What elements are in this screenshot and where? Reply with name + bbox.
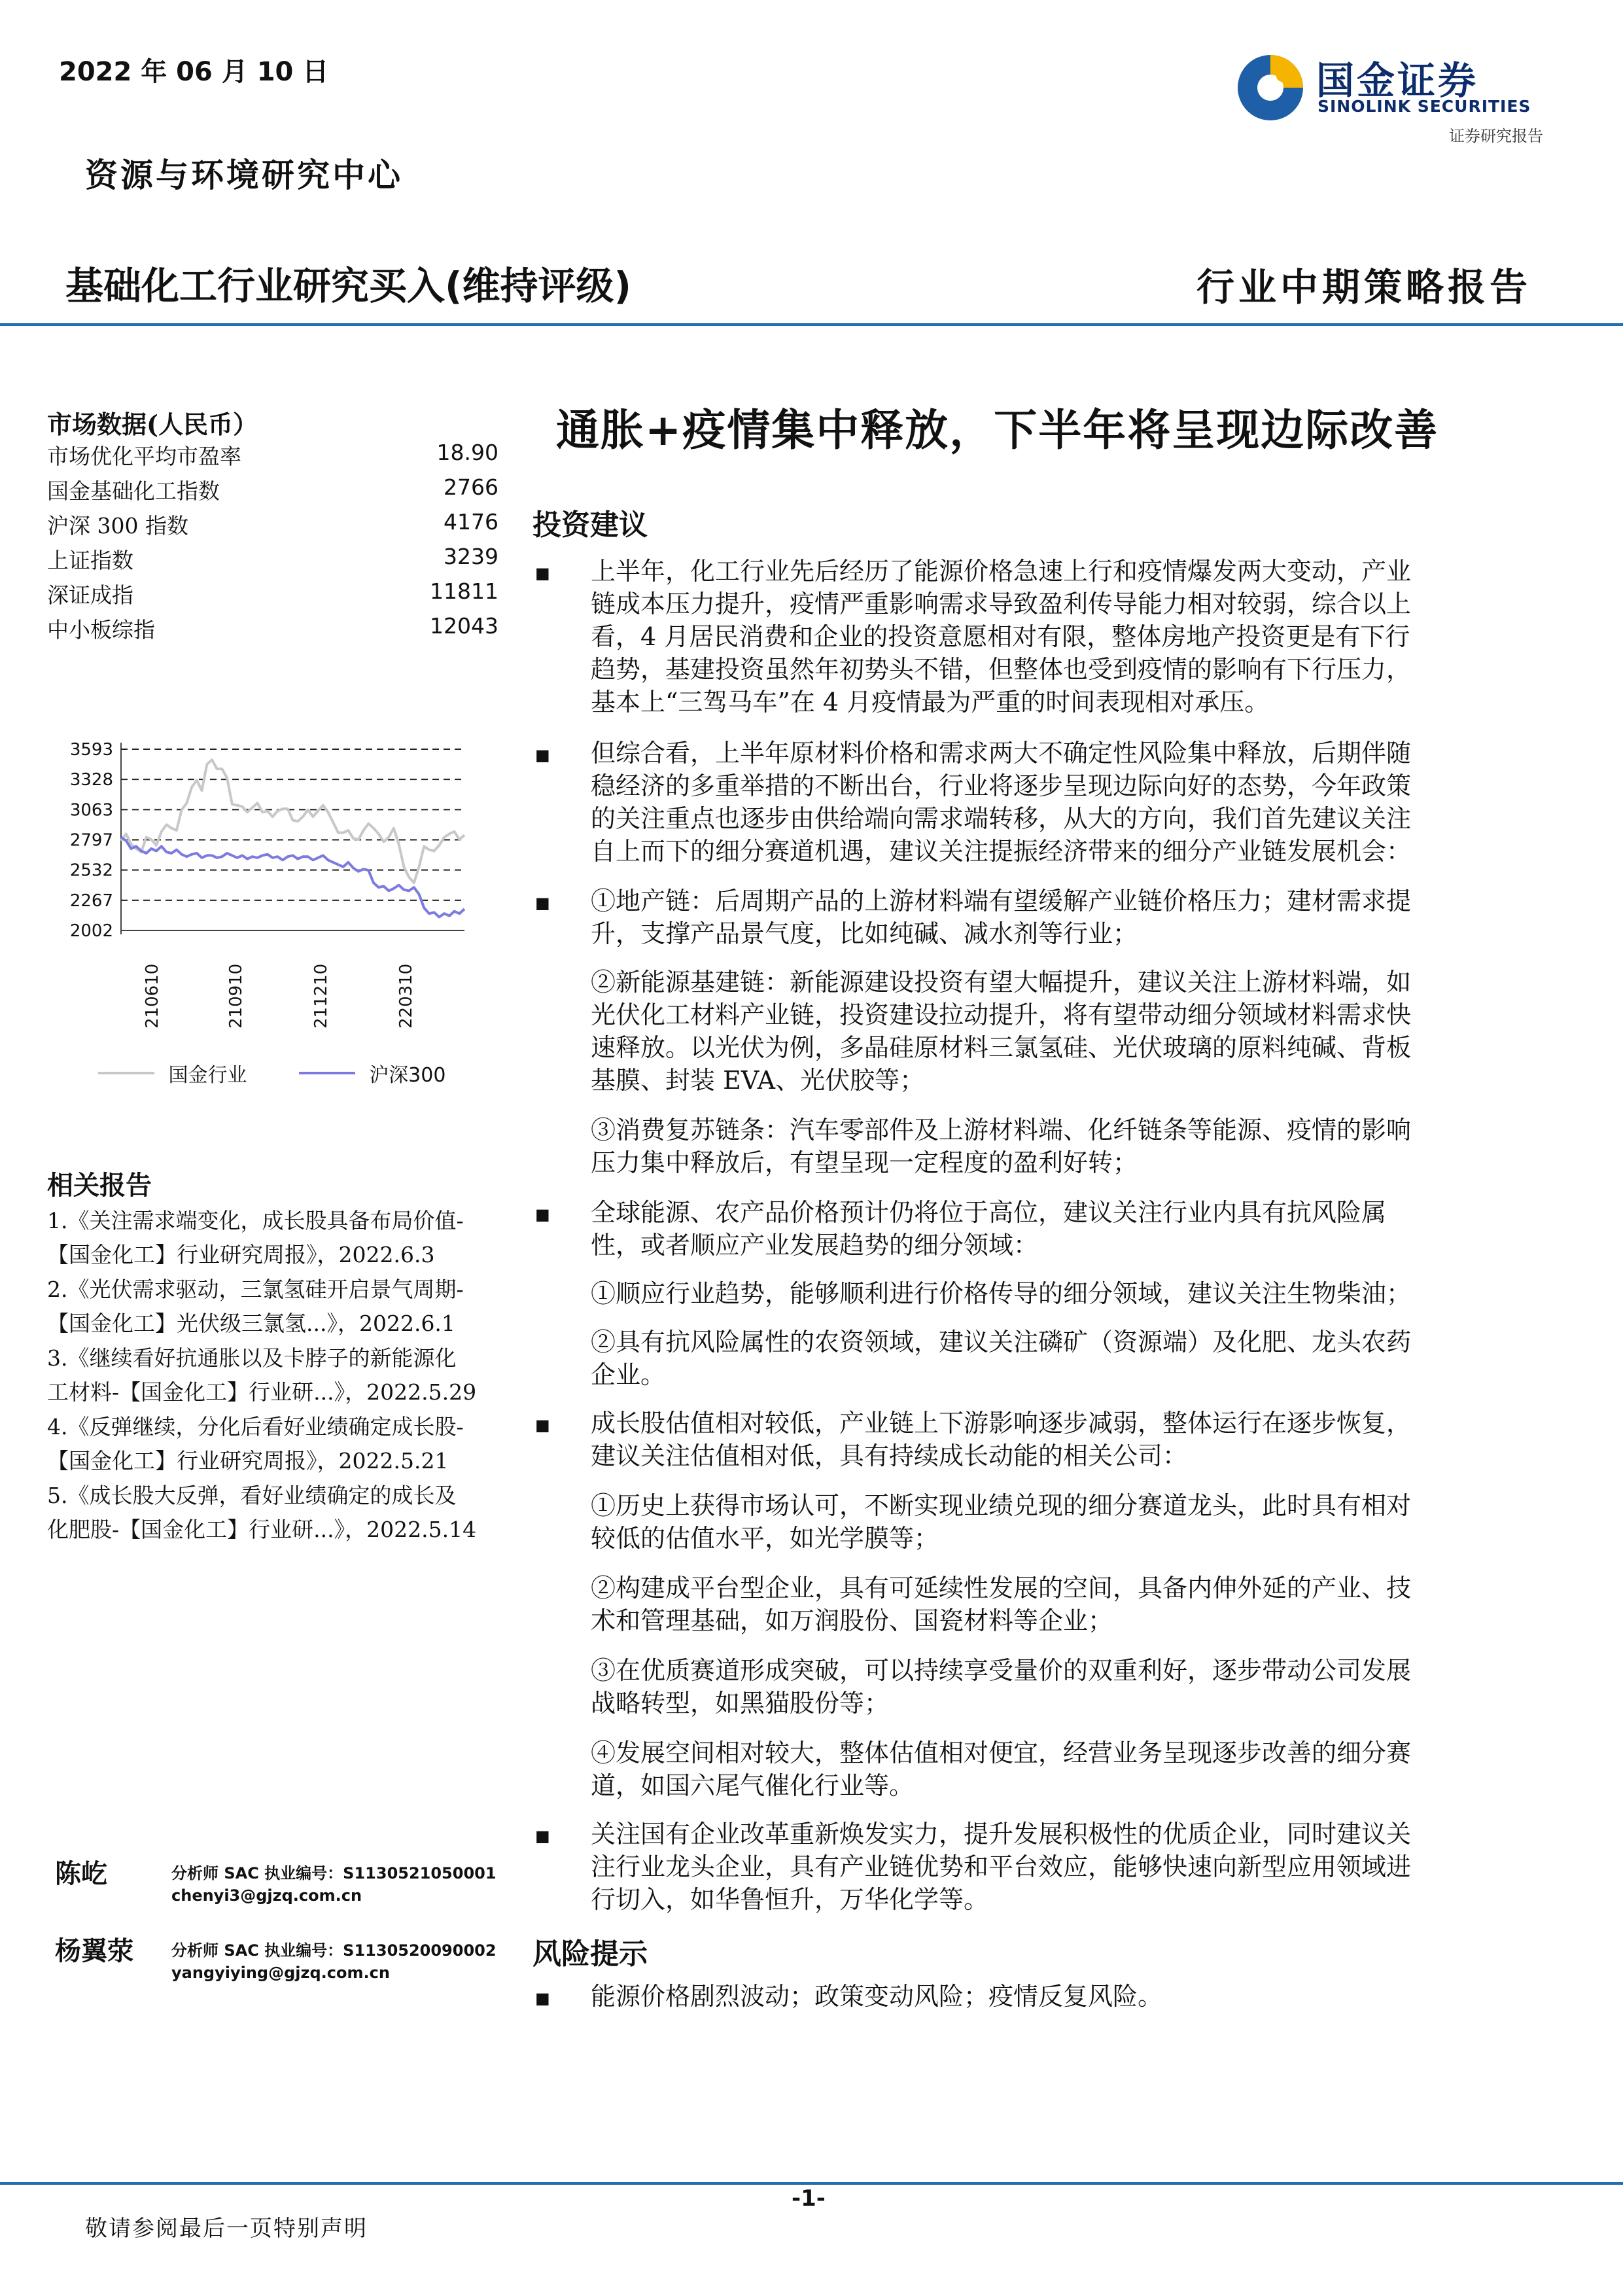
related-report-item[interactable] [47, 1410, 531, 1478]
market-row [47, 474, 498, 508]
paragraph-5c: ②构建成平台型企业，具有可延续性发展的空间，具备内伸外延的产业、技 术和管理基础，如万润股份、国瓷材料等企业； [591, 1574, 1412, 1635]
paragraph-4: 全球能源、农产品价格预计仍将位于高位，建议关注行业内具有抗风险属 性，或者顺应产业发展趋势的细分领域： [591, 1198, 1387, 1260]
y-tick-label: 2002 [69, 921, 113, 941]
market-row [47, 544, 498, 578]
analyst-license: 分析师 SAC 执业编号：S1130521050001 [171, 1864, 497, 1882]
market-row [47, 440, 498, 474]
y-tick-label: 2267 [69, 891, 113, 911]
related-report-line: 【国金化工】行业研究周报》，2022.5.21 [47, 1448, 449, 1474]
paragraph-6: 关注国有企业改革重新焕发实力，提升发展积极性的优质企业，同时建议关 注行业龙头企业，具有产业链优势和平台效应，能够快速向新型应用领域进 行切入，如华鲁恒升，万华化学等。 [591, 1820, 1412, 1914]
sinolink-logo [1236, 50, 1544, 126]
sector-rating: 基础化工行业研究买入(维持评级) [65, 264, 632, 308]
paragraph-2: 但综合看，上半年原材料价格和需求两大不确定性风险集中释放，后期伴随 稳经济的多重举措的不断出台，行业将逐步呈现边际向好的态势，今年政策 的关注重点也逐步由供给端向需求端转移，从大的方向，我们首先建议关注 自上而下的细分赛道机遇，建议关注提振经济带来的细分产业链发展机会： [591, 739, 1412, 866]
bullet-icon: ■ [535, 564, 550, 582]
paragraph-5e: ④发展空间相对较大，整体估值相对便宜，经营业务呈现逐步改善的细分赛 道，如国六尾气催化行业等。 [591, 1739, 1412, 1800]
market-row-label: 市场优化平均市盈率 [47, 444, 241, 469]
paragraph-5b: ①历史上获得市场认可，不断实现业绩兑现的细分赛道龙头，此时具有相对 较低的估值水平，如光学膜等； [591, 1491, 1412, 1553]
index-line-chart [46, 720, 478, 1034]
paragraph-3: ①地产链：后周期产品的上游材料端有望缓解产业链价格压力；建材需求提 升，支撑产品景气度，比如纯碱、减水剂等行业； [591, 887, 1412, 948]
report-title: 通胀+疫情集中释放，下半年将呈现边际改善 [556, 404, 1439, 455]
market-data-title: 市场数据(人民币） [47, 410, 258, 439]
logo-name-cn: 国金证券 [1316, 58, 1479, 103]
market-row-label: 深证成指 [47, 582, 133, 608]
page-number: -1- [792, 2185, 826, 2212]
legend-label-hs300: 沪深300 [369, 1064, 446, 1087]
x-tick-label: 210910 [226, 963, 246, 1029]
report-date: 2022 年 06 月 10 日 [59, 57, 329, 87]
market-row [47, 509, 498, 543]
series-line-industry [121, 760, 464, 883]
bullet-icon: ■ [535, 1205, 550, 1224]
related-report-line: 化肥股-【国金化工】行业研...》，2022.5.14 [47, 1517, 477, 1542]
related-report-line: 2.《光伏需求驱动，三氯氢硅开启景气周期- [47, 1277, 464, 1302]
y-tick-label: 3593 [69, 740, 113, 760]
bullet-icon: ■ [535, 1827, 550, 1845]
paragraph-5d: ③在优质赛道形成突破，可以持续享受量价的双重利好，逐步带动公司发展 战略转型，如黑猫股份等； [591, 1656, 1412, 1718]
market-row-value: 18.90 [436, 440, 498, 465]
disclaimer-note: 敬请参阅最后一页特别声明 [85, 2216, 368, 2242]
related-report-item[interactable] [47, 1273, 531, 1341]
market-row-label: 上证指数 [47, 548, 133, 573]
header-divider [0, 323, 1623, 326]
logo-name-en: SINOLINK SECURITIES [1318, 97, 1531, 116]
market-row-value: 2766 [444, 474, 498, 500]
analyst-name: 杨翼荥 [55, 1935, 133, 1966]
related-report-line: 【国金化工】行业研究周报》，2022.6.3 [47, 1242, 435, 1267]
paragraph-3c: ③消费复苏链条：汽车零部件及上游材料端、化纤链条等能源、疫情的影响 压力集中释放后，有望呈现一定程度的盈利好转； [591, 1116, 1412, 1177]
market-row-label: 沪深 300 指数 [47, 513, 188, 539]
market-row-value: 12043 [430, 613, 498, 639]
paragraph-5: 成长股估值相对较低，产业链上下游影响逐步减弱，整体运行在逐步恢复， 建议关注估值相对低，具有持续成长动能的相关公司： [591, 1409, 1412, 1470]
market-row-value: 11811 [430, 578, 498, 604]
paragraph-4b: ①顺应行业趋势，能够顺利进行价格传导的细分领域，建议关注生物柴油； [591, 1279, 1412, 1308]
paragraph-risk: 能源价格剧烈波动；政策变动风险；疫情反复风险。 [591, 1982, 1163, 2011]
y-tick-label: 3063 [69, 800, 113, 821]
logo-mark-icon [1236, 54, 1304, 122]
invest-heading: 投资建议 [532, 508, 648, 542]
footer-divider [0, 2182, 1623, 2185]
x-tick-label: 210610 [143, 963, 162, 1029]
legend-swatch-industry [98, 1072, 154, 1074]
analyst-email[interactable]: yangyiying@gjzq.com.cn [171, 1964, 390, 1982]
related-reports-title: 相关报告 [47, 1170, 152, 1201]
research-department: 资源与环境研究中心 [85, 156, 403, 194]
market-row [47, 578, 498, 612]
related-report-line: 4.《反弹继续，分化后看好业绩确定成长股- [47, 1414, 464, 1439]
related-report-item[interactable] [47, 1204, 531, 1272]
related-report-line: 【国金化工】光伏级三氯氢...》，2022.6.1 [47, 1311, 455, 1336]
bullet-icon: ■ [535, 1416, 550, 1434]
paragraph-1: 上半年，化工行业先后经历了能源价格急速上行和疫情爆发两大变动，产业 链成本压力提升，疫情严重影响需求导致盈利传导能力相对较弱，综合以上 看，4 月居民消费和企业的投资意愿相对有限，整体房地产投资更是有下行 趋势，基建投资虽然年初势头不错，但整体也受到疫情的影响有下行压力， 基本上“三驾马车”在 4 月疫情最为严重的时间表现相对承压。 [591, 557, 1412, 716]
y-tick-label: 2797 [69, 830, 113, 851]
related-report-line: 1.《关注需求端变化，成长股具备布局价值- [47, 1208, 464, 1233]
related-report-item[interactable] [47, 1341, 531, 1409]
paragraph-3b: ②新能源基建链：新能源建设投资有望大幅提升，建议关注上游材料端，如 光伏化工材料产业链，投资建设拉动提升，将有望带动细分领域材料需求快 速释放。以光伏为例，多晶硅原材料三氯氢硅、光伏玻璃的原料纯碱、背板 基膜、封装 EVA、光伏胶等； [591, 968, 1412, 1095]
related-report-item[interactable] [47, 1479, 531, 1547]
paragraph-4c: ②具有抗风险属性的农资领域，建议关注磷矿（资源端）及化肥、龙头农药 企业。 [591, 1328, 1412, 1389]
analyst-name: 陈屹 [55, 1858, 107, 1889]
legend-label-industry: 国金行业 [168, 1064, 247, 1087]
x-tick-label: 211210 [311, 963, 331, 1029]
legend-swatch-hs300 [299, 1072, 355, 1074]
market-row [47, 613, 498, 647]
report-type: 行业中期策略报告 [1196, 265, 1531, 309]
chart-legend [98, 1059, 445, 1087]
related-report-line: 5.《成长股大反弹，看好业绩确定的成长及 [47, 1483, 457, 1508]
series-line-hs300 [121, 838, 464, 917]
market-row-label: 中小板综指 [47, 617, 155, 643]
analyst-email[interactable]: chenyi3@gjzq.com.cn [171, 1886, 362, 1905]
market-row-value: 3239 [444, 544, 498, 569]
y-tick-label: 3328 [69, 770, 113, 790]
related-report-line: 3.《继续看好抗通胀以及卡脖子的新能源化 [47, 1345, 457, 1371]
related-report-line: 工材料-【国金化工】行业研...》，2022.5.29 [47, 1379, 477, 1405]
analyst-license: 分析师 SAC 执业编号：S1130520090002 [171, 1941, 497, 1960]
bullet-icon: ■ [535, 894, 550, 912]
y-tick-label: 2532 [69, 860, 113, 881]
bullet-icon: ■ [535, 746, 550, 764]
risk-heading: 风险提示 [532, 1937, 648, 1971]
x-tick-label: 220310 [396, 963, 416, 1029]
bullet-icon: ■ [535, 1989, 550, 2007]
document-kind: 证券研究报告 [1449, 127, 1543, 145]
market-row-label: 国金基础化工指数 [47, 478, 220, 504]
market-row-value: 4176 [444, 509, 498, 535]
